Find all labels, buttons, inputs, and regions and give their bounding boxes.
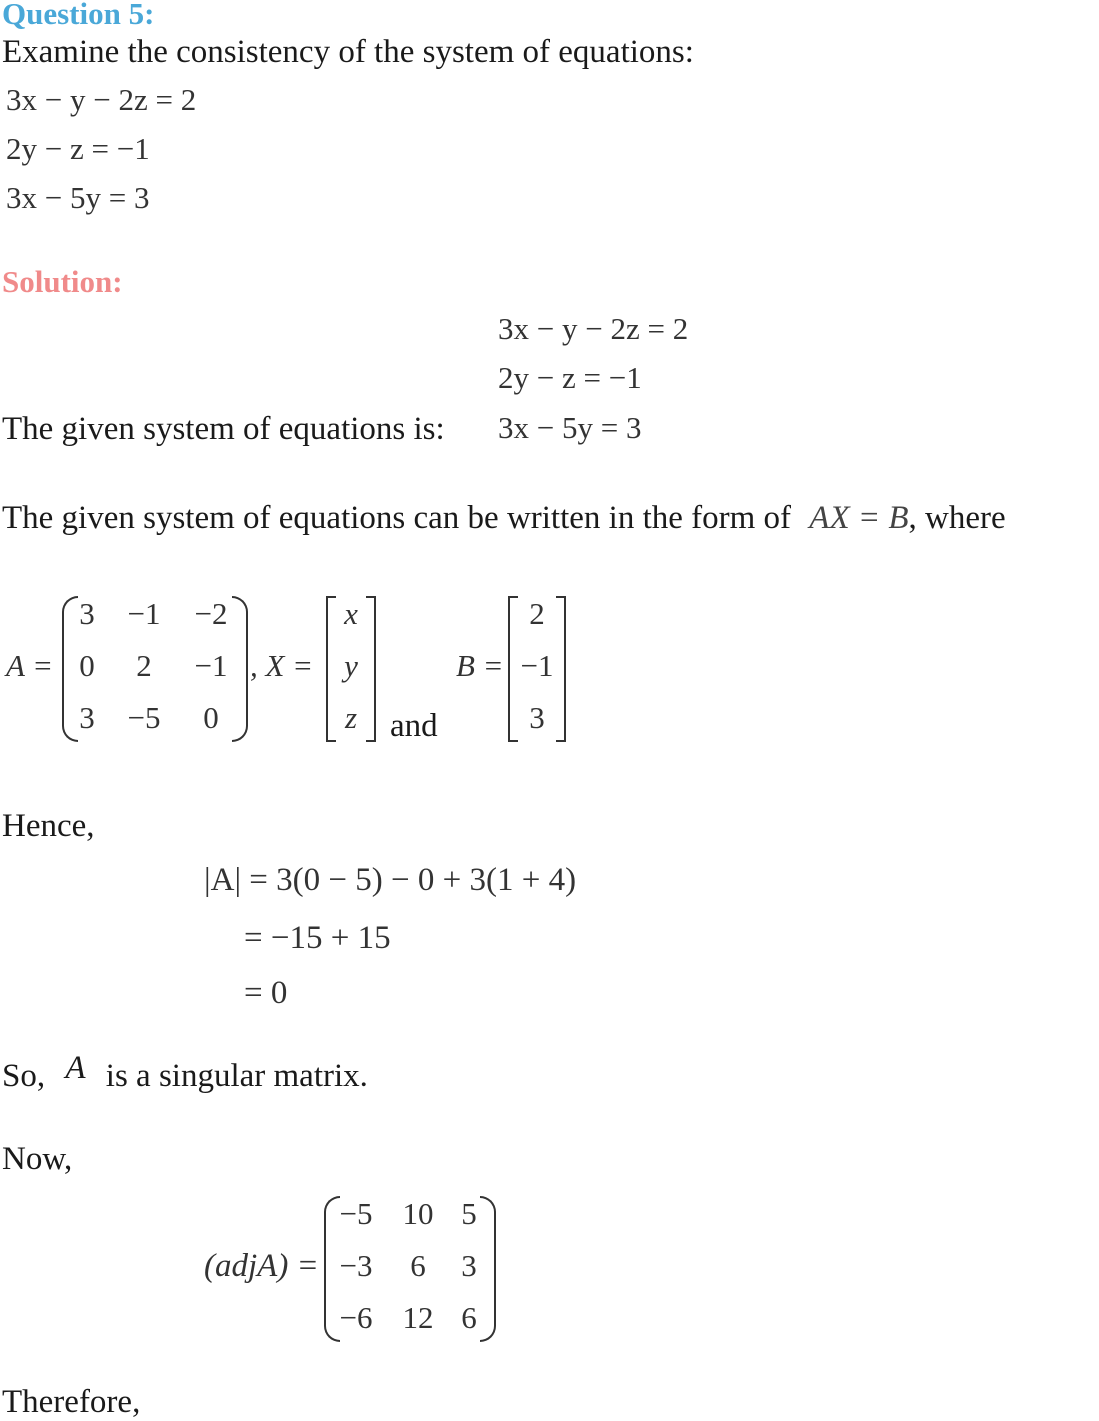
- adj-cell: −6: [339, 1300, 373, 1335]
- question-equation-1: 3x − y − 2z = 2: [6, 82, 197, 117]
- matrix-a: [62, 596, 248, 742]
- matrix-a-cell: 0: [203, 700, 219, 735]
- matrix-a-cell: −2: [194, 596, 228, 631]
- and-text: and: [390, 708, 438, 744]
- adj-cell: −5: [339, 1196, 373, 1231]
- matrix-x: [326, 596, 376, 742]
- system-equation-1: 3x − y − 2z = 2: [498, 311, 689, 346]
- adj-cell: 12: [402, 1300, 434, 1335]
- matrix-b-label: B =: [456, 648, 504, 683]
- question-equation-3: 3x − 5y = 3: [6, 180, 150, 215]
- singular-prefix: So,: [2, 1058, 46, 1094]
- form-text-after: , where: [908, 500, 1006, 536]
- adj-label: (adjA) =: [204, 1248, 319, 1284]
- now-text: Now,: [2, 1141, 73, 1177]
- solution-title: Solution:: [2, 264, 123, 299]
- system-equation-3: 3x − 5y = 3: [498, 410, 642, 445]
- matrix-a-cell: 3: [79, 700, 95, 735]
- matrix-a-cell: −1: [194, 648, 228, 683]
- system-equation-2: 2y − z = −1: [498, 360, 642, 395]
- therefore-text: Therefore,: [2, 1384, 141, 1420]
- matrix-a-label: A =: [6, 648, 54, 683]
- question-prompt: Examine the consistency of the system of equations:: [2, 34, 694, 70]
- determinant-line-1: |A| = 3(0 − 5) − 0 + 3(1 + 4): [204, 862, 577, 898]
- singular-suffix: is a singular matrix.: [105, 1058, 368, 1094]
- matrix-x-cell: y: [344, 648, 358, 683]
- adj-cell: 6: [410, 1248, 426, 1283]
- question-title: Question 5:: [2, 0, 155, 31]
- form-expression: AX = B: [809, 500, 909, 536]
- adj-cell: 10: [402, 1196, 434, 1231]
- matrix-a-cell: 3: [79, 596, 95, 631]
- matrix-b-cell: −1: [520, 648, 554, 683]
- determinant-line-3: = 0: [244, 975, 288, 1011]
- adj-matrix: [324, 1196, 496, 1342]
- singular-variable: A: [65, 1050, 86, 1086]
- matrix-a-cell: 2: [136, 648, 152, 683]
- determinant-line-2: = −15 + 15: [244, 920, 391, 956]
- system-label: The given system of equations is:: [2, 411, 445, 447]
- matrix-b: [508, 596, 566, 742]
- matrix-x-cell: x: [344, 596, 358, 631]
- matrix-a-cell: −5: [127, 700, 161, 735]
- question-equation-2: 2y − z = −1: [6, 131, 150, 166]
- adj-cell: 6: [461, 1300, 477, 1335]
- form-text-before: The given system of equations can be written in the form of: [2, 500, 792, 536]
- matrix-x-label: , X =: [250, 648, 314, 683]
- form-sentence: [2, 500, 1006, 537]
- matrix-a-cell: −1: [127, 596, 161, 631]
- matrix-b-cell: 3: [529, 700, 545, 735]
- matrix-x-cell: z: [344, 700, 358, 735]
- adj-cell: 5: [461, 1196, 477, 1231]
- matrix-a-right-paren: [232, 596, 248, 742]
- hence-text: Hence,: [2, 808, 95, 844]
- matrix-b-cell: 2: [529, 596, 545, 631]
- adj-cell: −3: [339, 1248, 373, 1283]
- matrix-a-cell: 0: [79, 648, 95, 683]
- singular-statement: [2, 1050, 368, 1095]
- adj-cell: 3: [461, 1248, 477, 1283]
